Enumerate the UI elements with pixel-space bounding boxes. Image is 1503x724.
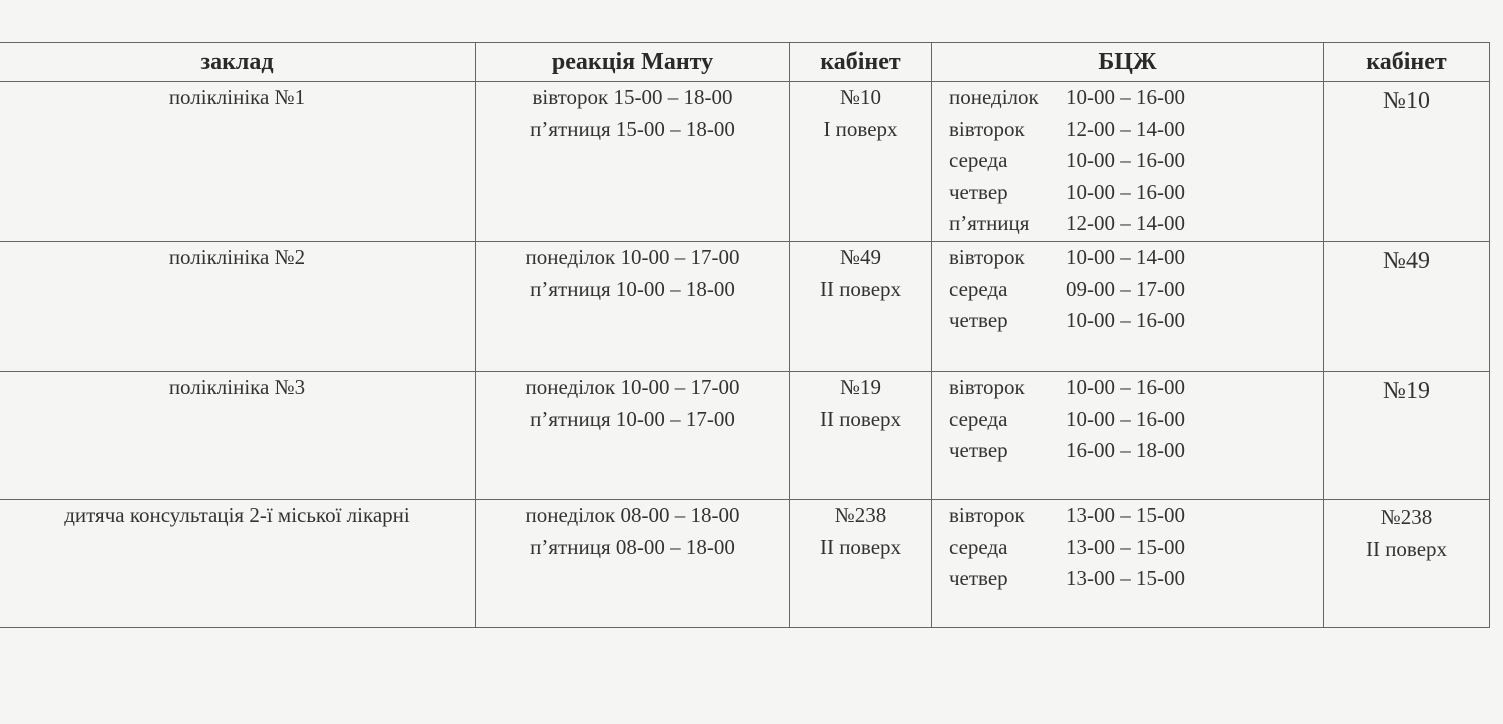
bcg-schedule-line: [949, 372, 1323, 404]
bcg-time: 13-00 – 15-00: [1066, 534, 1185, 559]
bcg-schedule-line: [949, 305, 1323, 337]
mantoux-time: п’ятниця 15-00 – 18-00: [530, 116, 735, 141]
facility-name: дитяча консультація 2-ї міської лікарні: [64, 503, 410, 527]
bcg-time: 10-00 – 16-00: [1066, 375, 1185, 399]
bcg-schedule-line: [949, 82, 1323, 114]
schedule-table: [0, 42, 1490, 628]
bcg-time: 16-00 – 18-00: [1066, 438, 1185, 462]
bcg-schedule-line: [949, 404, 1323, 436]
facility-name: поліклініка №3: [168, 375, 306, 399]
mantoux-time: понеділок 10-00 – 17-00: [525, 245, 740, 269]
facility-cell: [0, 242, 476, 372]
bcg-schedule-line: [949, 242, 1323, 274]
mantoux-cell: [476, 82, 790, 242]
bcg-room-cell: [1324, 242, 1490, 372]
room-label: №49: [1383, 248, 1430, 274]
mantoux-room-cell: [790, 82, 932, 242]
facility-cell: [0, 82, 476, 242]
room-label: ІІ поверх: [819, 276, 902, 301]
mantoux-time: п’ятниця 08-00 – 18-00: [530, 534, 735, 559]
mantoux-cell: [476, 242, 790, 372]
room-label: №238: [1380, 505, 1433, 529]
bcg-time: 09-00 – 17-00: [1066, 276, 1185, 301]
table-row: [0, 372, 1490, 500]
bcg-day: середа: [949, 406, 1008, 431]
bcg-schedule-line: [949, 208, 1323, 240]
table-row: [0, 500, 1490, 628]
room-label: №238: [834, 503, 887, 527]
bcg-time: 13-00 – 15-00: [1066, 503, 1185, 527]
room-label: №19: [1383, 378, 1430, 404]
bcg-schedule-line: [949, 500, 1323, 532]
room-label: №49: [839, 245, 882, 269]
header-bcg-room: кабінет: [1324, 43, 1490, 82]
bcg-cell: [932, 372, 1324, 500]
bcg-day: вівторок: [949, 503, 1025, 527]
facility-name: поліклініка №2: [168, 245, 306, 269]
bcg-schedule-line: [949, 114, 1323, 146]
facility-name: поліклініка №1: [168, 85, 306, 109]
bcg-day: середа: [949, 276, 1008, 301]
bcg-day: вівторок: [949, 116, 1025, 141]
bcg-day: четвер: [949, 566, 1008, 590]
mantoux-room-cell: [790, 500, 932, 628]
bcg-day: понеділок: [949, 85, 1039, 109]
bcg-day: середа: [949, 534, 1008, 559]
room-label: №10: [1383, 88, 1430, 114]
bcg-time: 10-00 – 16-00: [1066, 85, 1185, 109]
bcg-day: середа: [949, 148, 1008, 172]
mantoux-time: понеділок 08-00 – 18-00: [525, 503, 740, 527]
bcg-schedule-line: [949, 177, 1323, 209]
room-label: ІІ поверх: [1365, 536, 1448, 561]
mantoux-time: понеділок 10-00 – 17-00: [525, 375, 740, 399]
header-bcg: БЦЖ: [932, 43, 1324, 82]
bcg-time: 10-00 – 16-00: [1066, 308, 1185, 332]
mantoux-room-cell: [790, 242, 932, 372]
bcg-cell: [932, 500, 1324, 628]
header-facility: заклад: [0, 43, 476, 82]
table-row: [0, 82, 1490, 242]
table-row: [0, 242, 1490, 372]
bcg-day: четвер: [949, 179, 1008, 204]
mantoux-time: п’ятниця 10-00 – 18-00: [530, 276, 735, 301]
bcg-schedule-line: [949, 563, 1323, 595]
bcg-room-cell: [1324, 372, 1490, 500]
bcg-time: 10-00 – 16-00: [1066, 406, 1185, 431]
header-room: кабінет: [790, 43, 932, 82]
bcg-time: 10-00 – 16-00: [1066, 179, 1185, 204]
header-row: [0, 43, 1490, 82]
bcg-day: п’ятниця: [949, 211, 1030, 235]
room-label: №19: [839, 375, 882, 399]
bcg-schedule-line: [949, 145, 1323, 177]
bcg-cell: [932, 82, 1324, 242]
bcg-day: четвер: [949, 308, 1008, 332]
mantoux-time: п’ятниця 10-00 – 17-00: [530, 406, 735, 431]
bcg-day: вівторок: [949, 245, 1025, 269]
room-label: №10: [839, 85, 882, 109]
bcg-time: 12-00 – 14-00: [1066, 116, 1185, 141]
mantoux-cell: [476, 372, 790, 500]
facility-cell: [0, 500, 476, 628]
room-label: І поверх: [823, 116, 898, 141]
bcg-day: вівторок: [949, 375, 1025, 399]
mantoux-room-cell: [790, 372, 932, 500]
mantoux-cell: [476, 500, 790, 628]
bcg-time: 12-00 – 14-00: [1066, 211, 1185, 235]
room-label: ІІ поверх: [819, 406, 902, 431]
bcg-time: 13-00 – 15-00: [1066, 566, 1185, 590]
bcg-room-cell: [1324, 500, 1490, 628]
bcg-time: 10-00 – 16-00: [1066, 148, 1185, 172]
mantoux-time: вівторок 15-00 – 18-00: [532, 85, 733, 109]
bcg-schedule-line: [949, 435, 1323, 467]
facility-cell: [0, 372, 476, 500]
bcg-schedule-line: [949, 274, 1323, 306]
bcg-time: 10-00 – 14-00: [1066, 245, 1185, 269]
header-mantoux: реакція Манту: [476, 43, 790, 82]
bcg-schedule-line: [949, 532, 1323, 564]
bcg-cell: [932, 242, 1324, 372]
bcg-day: четвер: [949, 438, 1008, 462]
room-label: ІІ поверх: [819, 534, 902, 559]
bcg-room-cell: [1324, 82, 1490, 242]
